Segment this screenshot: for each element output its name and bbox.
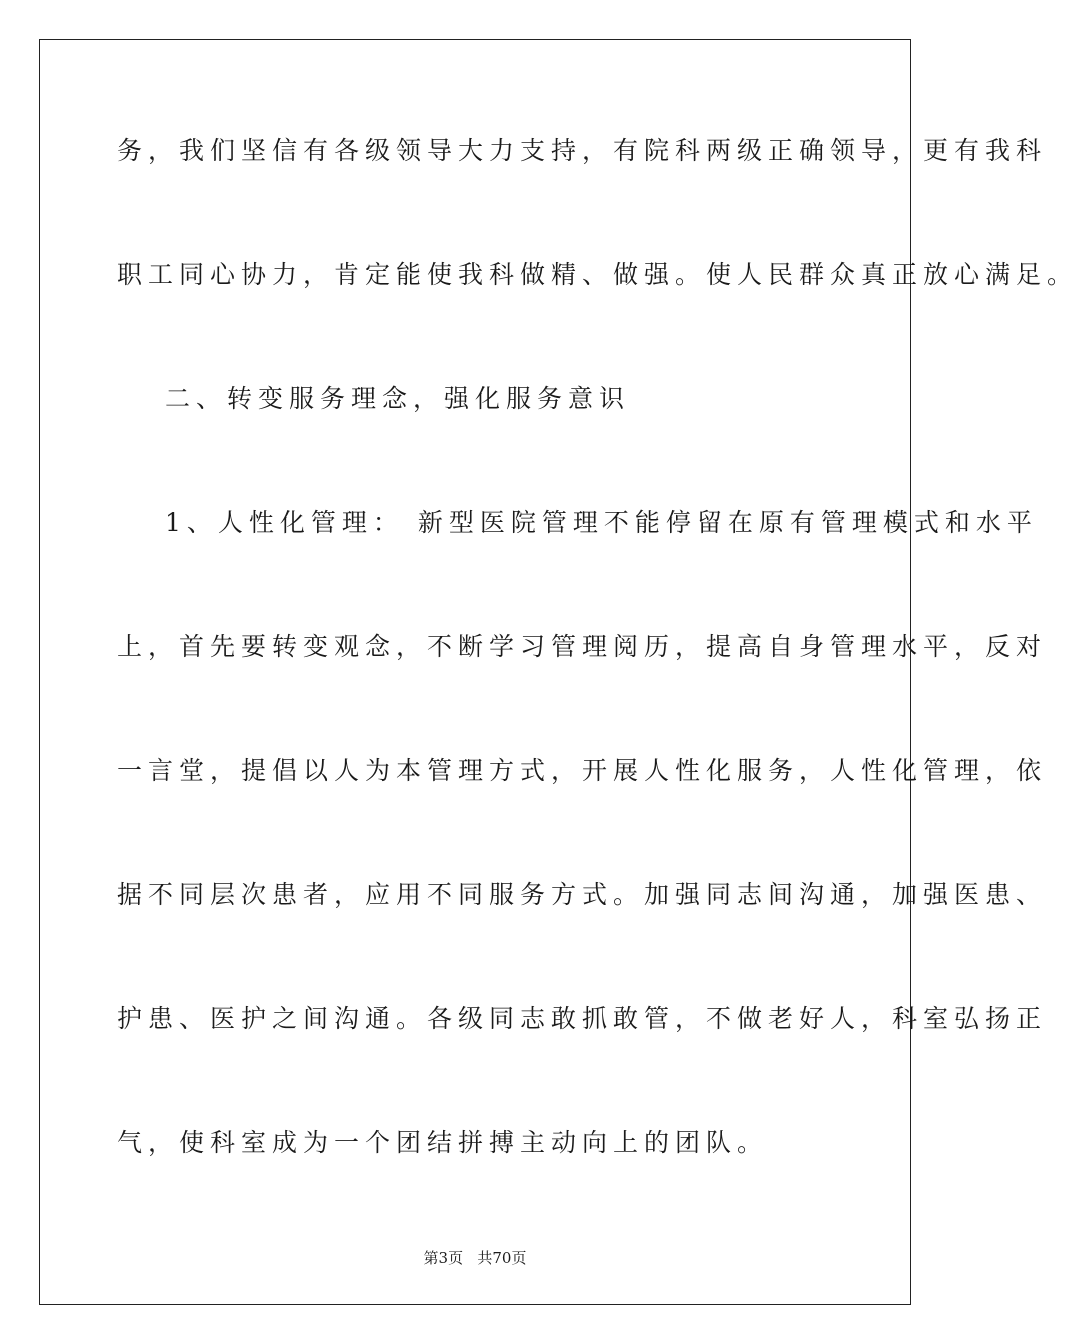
section-heading: 二、转变服务理念，强化服务意识	[165, 384, 631, 413]
page-border	[39, 39, 1078, 1305]
text-line-4: 1、人性化管理： 新型医院管理不能停留在原有管理模式和水平	[165, 508, 1038, 537]
text-line-2: 职工同心协力，肯定能使我科做精、做强。使人民群众真正放心满足。	[117, 260, 1078, 289]
text-line-6: 一言堂，提倡以人为本管理方式，开展人性化服务，人性化管理，依	[117, 756, 1048, 785]
page-number-footer: 第3页 共70页	[423, 1249, 527, 1267]
text-line-5: 上，首先要转变观念，不断学习管理阅历，提高自身管理水平，反对	[117, 632, 1048, 661]
text-line-1: 务，我们坚信有各级领导大力支持，有院科两级正确领导，更有我科	[117, 136, 1048, 165]
text-line-7: 据不同层次患者，应用不同服务方式。加强同志间沟通，加强医患、	[117, 880, 1048, 909]
text-line-9: 气，使科室成为一个团结拼搏主动向上的团队。	[117, 1128, 769, 1157]
text-line-8: 护患、医护之间沟通。各级同志敢抓敢管，不做老好人，科室弘扬正	[117, 1004, 1048, 1033]
